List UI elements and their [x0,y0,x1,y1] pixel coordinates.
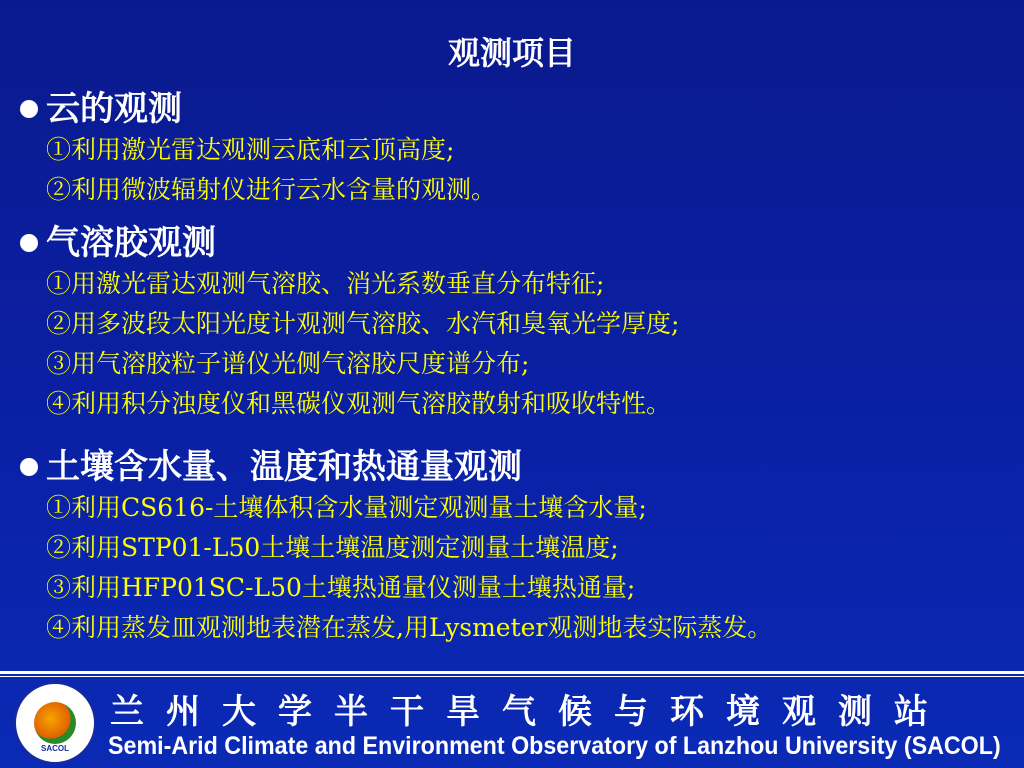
list-item: ②利用微波辐射仪进行云水含量的观测。 [46,175,497,204]
footer-org-name-en: Semi-Arid Climate and Environment Observatory of Lanzhou University (SACOL) [108,732,1001,760]
section-item-list [46,264,1014,424]
section-heading-text: 云的观测 [46,89,182,129]
section-cloud-observation [20,88,1014,210]
section-heading [20,446,1014,488]
list-item: ④利用积分浊度仪和黑碳仪观测气溶胶散射和吸收特性。 [46,389,672,418]
bullet-icon [20,100,38,118]
footer-org-name-cn: 兰州大学半干旱气候与环境观测站 [110,692,950,732]
logo-emblem-icon [34,702,76,744]
footer-divider-thin [0,676,1024,677]
section-heading-text: 气溶胶观测 [46,223,216,263]
sacol-logo [14,682,96,764]
section-heading-text: 土壤含水量、温度和热通量观测 [46,447,522,487]
list-item: ③利用HFP01SC-L50土壤热通量仪测量土壤热通量; [46,573,636,602]
list-item: ②利用STP01-L50土壤土壤温度测定测量土壤温度; [46,533,619,562]
logo-text: SACOL [41,744,69,753]
list-item: ①用激光雷达观测气溶胶、消光系数垂直分布特征; [46,269,605,298]
list-item: ①利用CS616-土壤体积含水量测定观测量土壤含水量; [46,493,647,522]
bullet-icon [20,458,38,476]
section-heading [20,222,1014,264]
list-item: ④利用蒸发皿观测地表潜在蒸发,用Lysmeter观测地表实际蒸发。 [46,613,773,642]
section-item-list [46,130,1014,210]
bullet-icon [20,234,38,252]
section-aerosol-observation [20,222,1014,424]
list-item: ①利用激光雷达观测云底和云顶高度; [46,135,455,164]
footer-divider [0,671,1024,674]
list-item: ②用多波段太阳光度计观测气溶胶、水汽和臭氧光学厚度; [46,309,680,338]
list-item: ③用气溶胶粒子谱仪光侧气溶胶尺度谱分布; [46,349,530,378]
section-soil-observation [20,446,1014,648]
slide-title: 观测项目 [447,34,576,72]
section-item-list [46,488,1014,648]
section-heading [20,88,1014,130]
